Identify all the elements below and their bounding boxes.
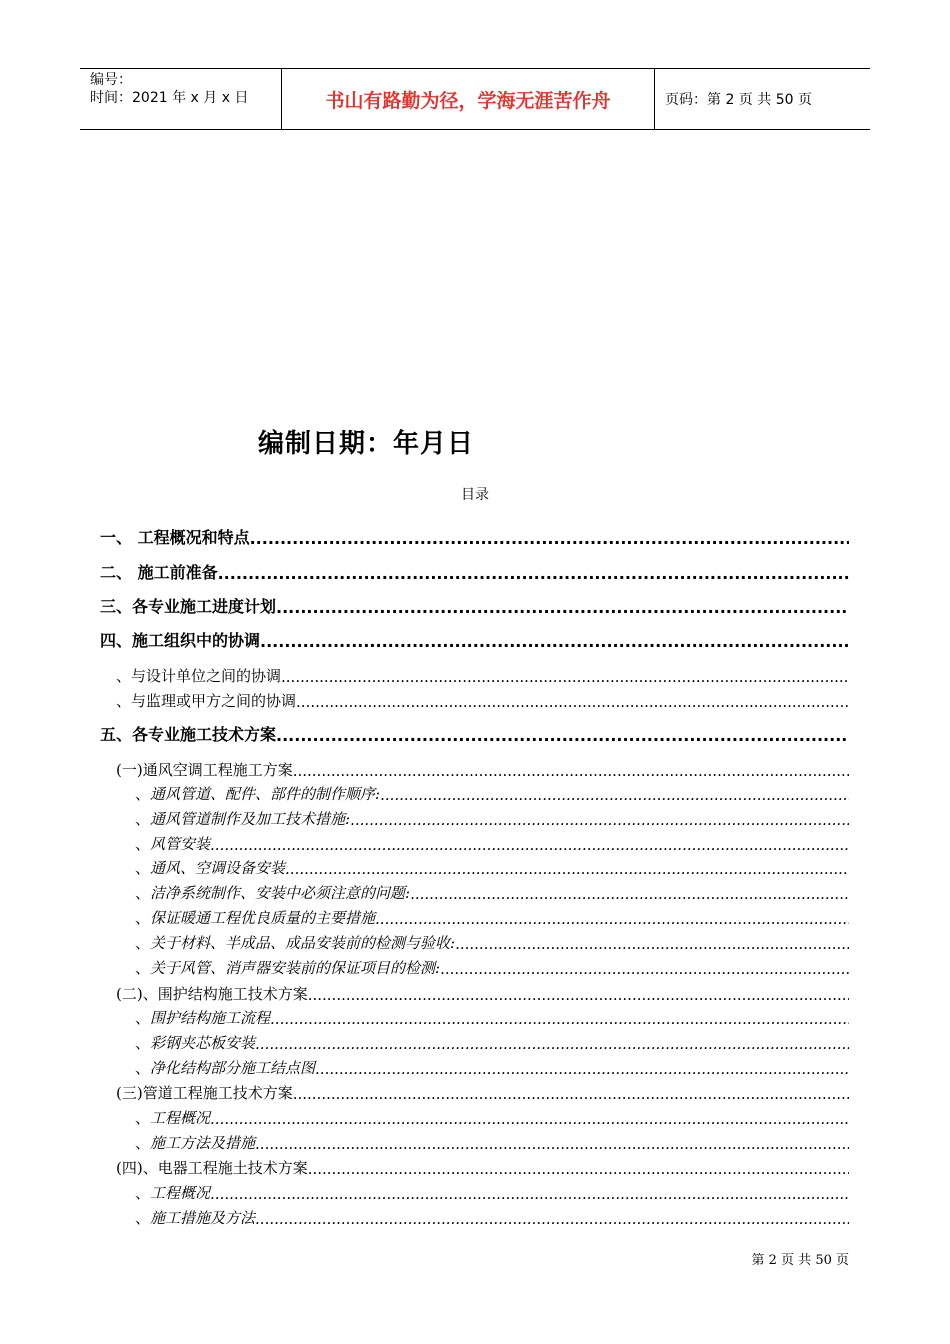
toc-entry-label: 保证暖通工程优良质量的主要措施 (150, 909, 376, 927)
compile-date-title: 编制日期：年月日 (258, 429, 475, 459)
toc-entry-bullet: 、 (135, 884, 151, 902)
toc-dot-leader (255, 1135, 849, 1153)
toc-entry[interactable] (100, 723, 849, 745)
toc-entry[interactable] (135, 1031, 849, 1053)
toc-entry-label: 关于风管、消声器安装前的保证项目的检测: (150, 959, 441, 977)
toc-dot-leader (293, 1085, 849, 1103)
serial-label: 编号： (90, 72, 132, 88)
toc-entry-label: 二、 施工前准备 (100, 563, 218, 582)
toc-entry[interactable] (116, 982, 849, 1004)
toc-entry-label: (一)通风空调工程施工方案 (116, 761, 293, 779)
toc-dot-leader (260, 632, 849, 651)
toc-entry[interactable] (135, 881, 849, 903)
toc-dot-leader (276, 598, 849, 617)
toc-dot-leader (250, 529, 849, 548)
toc-entry-bullet: 、 (135, 909, 151, 927)
toc-entry[interactable] (116, 689, 849, 711)
toc-entry-label: (三)管道工程施工技术方案 (116, 1084, 293, 1102)
toc-entry-bullet: 、 (135, 1009, 151, 1027)
toc-entry[interactable] (135, 807, 849, 829)
toc-entry-label: 通风管道、配件、部件的制作顺序: (150, 785, 381, 803)
toc-entry[interactable] (135, 1006, 849, 1028)
toc-dot-leader (308, 986, 849, 1004)
toc-entry[interactable] (135, 1181, 849, 1203)
toc-entry[interactable] (135, 931, 849, 953)
page-header (80, 68, 870, 130)
toc-entry-bullet: 、 (135, 1059, 151, 1077)
toc-dot-leader (296, 693, 849, 711)
toc-entry[interactable] (116, 1081, 849, 1103)
toc-entry-bullet: 、 (135, 785, 151, 803)
toc-entry-label: 净化结构部分施工结点图 (150, 1059, 316, 1077)
toc-dot-leader (210, 1110, 849, 1128)
header-motto: 书山有路勤为径，学海无涯苦作舟 (282, 69, 655, 129)
toc-entry-bullet: 、 (135, 1109, 151, 1127)
toc-entry-label: 工程概况 (150, 1109, 211, 1127)
toc-dot-leader (455, 935, 849, 953)
toc-entry[interactable] (135, 906, 849, 928)
toc-entry[interactable] (135, 1106, 849, 1128)
toc-entry[interactable] (135, 1131, 849, 1153)
toc-dot-leader (315, 1060, 849, 1078)
toc-entry-label: (四)、电器工程施土技术方案 (116, 1159, 308, 1177)
toc-entry-label: 围护结构施工流程 (150, 1009, 271, 1027)
toc-entry[interactable] (135, 832, 849, 854)
toc-dot-leader (350, 811, 849, 829)
toc-dot-leader (285, 860, 849, 878)
toc-entry-bullet: 、 (135, 934, 151, 952)
toc-entry[interactable] (100, 561, 849, 583)
toc-entry-bullet: 、 (135, 1209, 151, 1227)
toc-entry-label: 、与设计单位之间的协调 (116, 667, 282, 685)
toc-dot-leader (210, 836, 849, 854)
date-label: 时间：2021 年 x 月 x 日 (90, 90, 249, 106)
toc-entry-label: 一、 工程概况和特点 (100, 528, 250, 547)
toc-entry[interactable] (135, 856, 849, 878)
toc-dot-leader (255, 1035, 849, 1053)
toc-entry-bullet: 、 (135, 810, 151, 828)
toc-entry-label: 洁净系统制作、安装中必须注意的问题: (150, 884, 411, 902)
toc-entry-bullet: 、 (135, 1034, 151, 1052)
toc-entry[interactable] (100, 595, 849, 617)
toc-dot-leader (380, 786, 849, 804)
toc-entry-label: 通风、空调设备安装 (150, 859, 286, 877)
toc-dot-leader (255, 1210, 849, 1228)
toc-dot-leader (293, 762, 849, 780)
toc-entry[interactable] (135, 956, 849, 978)
toc-entry[interactable] (135, 1056, 849, 1078)
toc-entry-label: 关于材料、半成品、成品安装前的检测与验收: (150, 934, 456, 952)
toc-entry-bullet: 、 (135, 859, 151, 877)
toc-entry[interactable] (116, 664, 849, 686)
toc-dot-leader (281, 668, 849, 686)
toc-entry[interactable] (116, 758, 849, 780)
toc-entry-label: 施工方法及措施 (150, 1134, 256, 1152)
toc-entry-label: 工程概况 (150, 1184, 211, 1202)
toc-entry-label: 、与监理或甲方之间的协调 (116, 692, 297, 710)
toc-dot-leader (308, 1160, 849, 1178)
toc-entry-bullet: 、 (135, 1184, 151, 1202)
header-page-info: 页码：第 2 页 共 50 页 (665, 92, 812, 108)
toc-dot-leader (276, 726, 849, 745)
toc-entry[interactable] (100, 629, 849, 651)
toc-entry[interactable] (135, 1206, 849, 1228)
toc-entry-label: 四、施工组织中的协调 (100, 631, 261, 650)
toc-entry-label: 风管安装 (150, 835, 211, 853)
toc-entry[interactable] (100, 526, 849, 548)
toc-entry-label: 彩钢夹芯板安装 (150, 1034, 256, 1052)
toc-entry-label: 通风管道制作及加工技术措施: (150, 810, 351, 828)
toc-dot-leader (218, 564, 849, 583)
page-footer: 第 2 页 共 50 页 (751, 1253, 849, 1268)
header-meta (80, 69, 282, 129)
toc-entry-label: (二)、围护结构施工技术方案 (116, 985, 308, 1003)
toc-entry-label: 施工措施及方法 (150, 1209, 256, 1227)
toc-dot-leader (410, 885, 849, 903)
toc-entry-bullet: 、 (135, 959, 151, 977)
toc-entry[interactable] (135, 782, 849, 804)
toc-entry-label: 五、各专业施工技术方案 (100, 725, 277, 744)
toc-entry-bullet: 、 (135, 835, 151, 853)
toc-heading: 目录 (461, 487, 489, 503)
toc-entry[interactable] (116, 1156, 849, 1178)
toc-entry-label: 三、各专业施工进度计划 (100, 597, 277, 616)
toc-dot-leader (210, 1185, 849, 1203)
toc-dot-leader (440, 960, 849, 978)
toc-dot-leader (270, 1010, 849, 1028)
toc-entry-bullet: 、 (135, 1134, 151, 1152)
toc-dot-leader (375, 910, 849, 928)
